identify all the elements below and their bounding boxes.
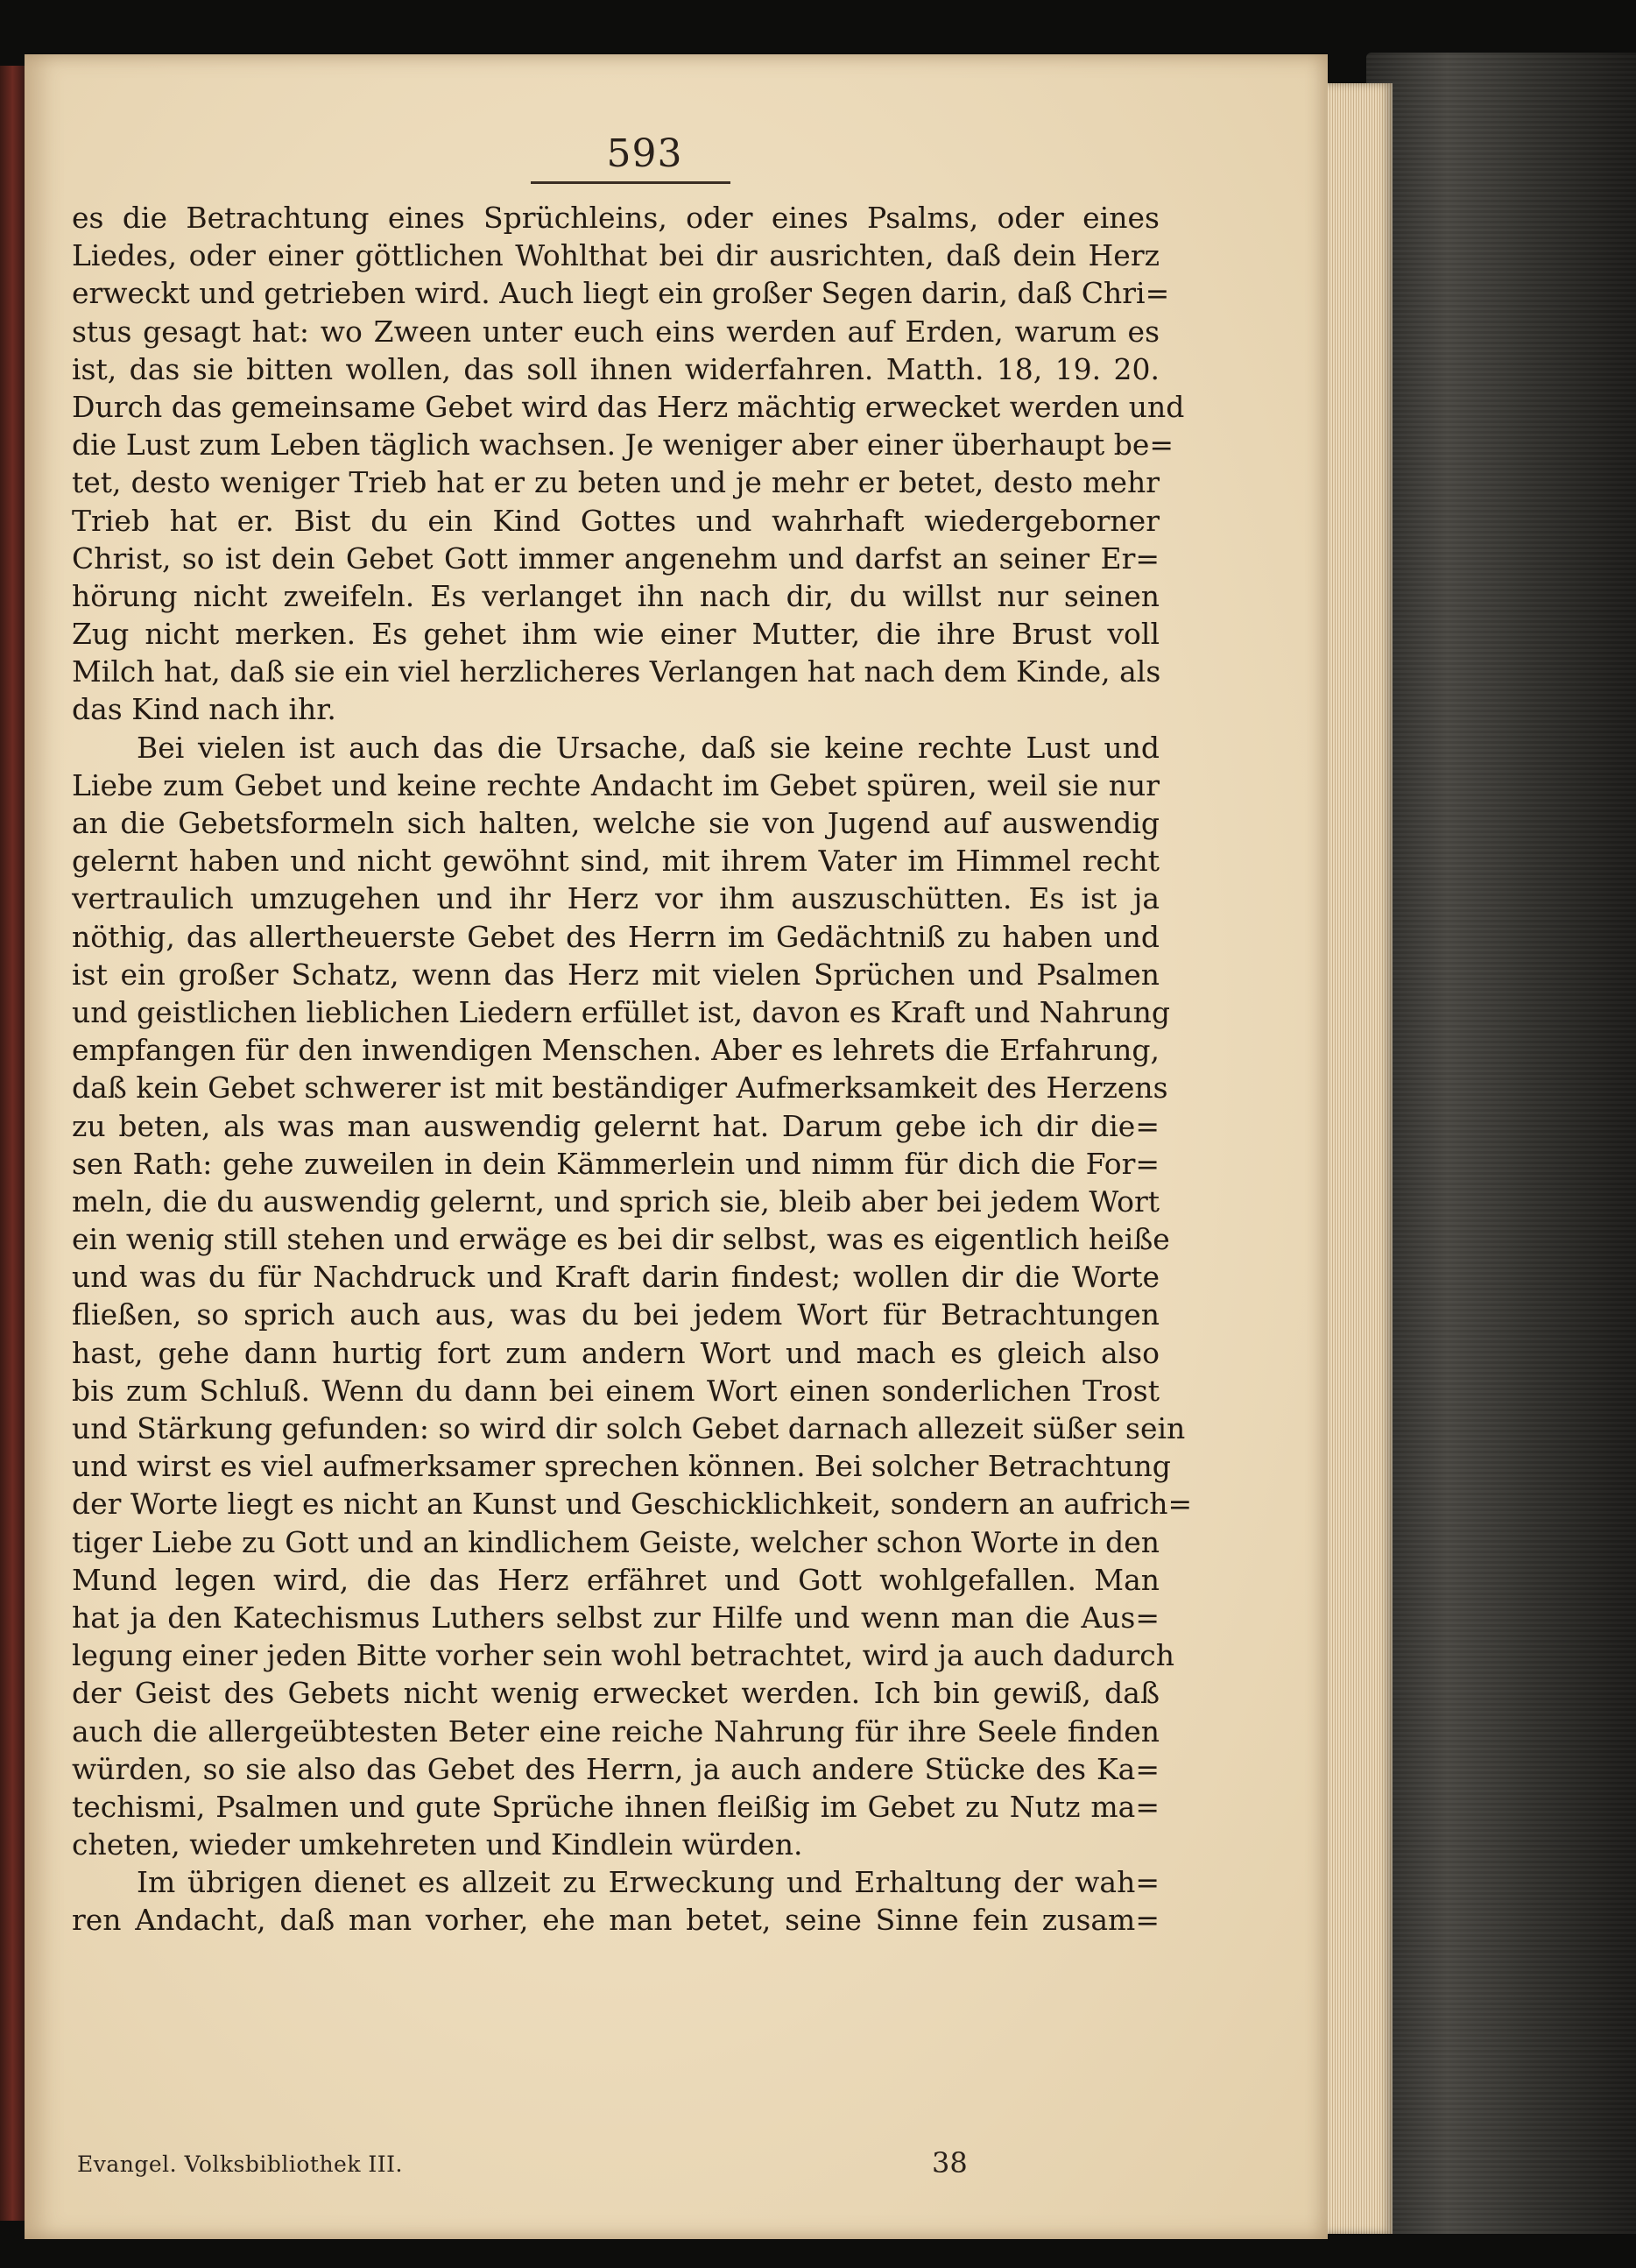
page-number: 593	[606, 131, 683, 176]
text-line: und was du für Nachdruck und Kraft darin findest; wollen dir die Worte	[72, 1260, 1160, 1295]
text-line: sen Rath: gehe zuweilen in dein Kämmerlein und nimm für dich die For=	[72, 1146, 1160, 1181]
text-line: gelernt haben und nicht gewöhnt sind, mit ihrem Vater im Himmel recht	[72, 844, 1160, 879]
text-line: Mund legen wird, die das Herz erfähret und Gott wohlgefallen. Man	[72, 1562, 1160, 1597]
text-line: ist ein großer Schatz, wenn das Herz mit vielen Sprüchen und Psalmen	[72, 957, 1160, 992]
header-rule	[531, 181, 730, 184]
text-line: Durch das gemeinsame Gebet wird das Herz mächtig erwecket werden und	[72, 389, 1185, 424]
text-line: der Geist des Gebets nicht wenig erwecket werden. Ich bin gewiß, daß	[72, 1676, 1160, 1711]
text-line: techismi, Psalmen und gute Sprüche ihnen fleißig im Gebet zu Nutz ma=	[72, 1789, 1160, 1824]
text-line: erweckt und getrieben wird. Auch liegt ein großer Segen darin, daß Chri=	[72, 276, 1170, 311]
text-line: ist, das sie bitten wollen, das soll ihnen widerfahren. Matth. 18, 19. 20.	[72, 351, 1160, 386]
body-text	[72, 199, 1193, 1939]
text-line: meln, die du auswendig gelernt, und sprich sie, bleib aber bei jedem Wort	[72, 1183, 1160, 1219]
book-page	[25, 54, 1328, 2239]
text-line: der Worte liegt es nicht an Kunst und Geschicklichkeit, sondern an aufrich=	[72, 1487, 1193, 1522]
text-line: Christ, so ist dein Gebet Gott immer angenehm und darfst an seiner Er=	[72, 541, 1160, 576]
text-line: daß kein Gebet schwerer ist mit beständiger Aufmerksamkeit des Herzens	[72, 1070, 1168, 1106]
text-line: tet, desto weniger Trieb hat er zu beten und je mehr er betet, desto mehr	[72, 465, 1160, 500]
text-line: legung einer jeden Bitte vorher sein wohl betrachtet, wird ja auch dadurch	[72, 1638, 1175, 1673]
text-line: und wirst es viel aufmerksamer sprechen können. Bei solcher Betrachtung	[72, 1449, 1171, 1484]
text-line: tiger Liebe zu Gott und an kindlichem Geiste, welcher schon Worte in den	[72, 1524, 1160, 1559]
page-footer	[77, 2146, 1111, 2181]
footer-note: Evangel. Volksbibliothek III.	[77, 2151, 404, 2177]
signature-mark: 38	[932, 2146, 968, 2180]
text-line: vertraulich umzugehen und ihr Herz vor ihm auszuschütten. Es ist ja	[72, 881, 1160, 916]
text-line: Trieb hat er. Bist du ein Kind Gottes und wahrhaft wiedergeborner	[72, 503, 1160, 538]
text-line: fließen, so sprich auch aus, was du bei jedem Wort für Betrachtungen	[72, 1297, 1160, 1332]
text-line: cheten, wieder umkehreten und Kindlein würden.	[72, 1827, 803, 1862]
text-line: und Stärkung gefunden: so wird dir solch Gebet darnach allezeit süßer sein	[72, 1411, 1186, 1445]
text-line: auch die allergeübtesten Beter eine reiche Nahrung für ihre Seele finden	[72, 1713, 1160, 1749]
text-line: hast, gehe dann hurtig fort zum andern Wort und mach es gleich also	[72, 1335, 1160, 1370]
text-line: Liedes, oder einer göttlichen Wohlthat bei dir ausrichten, daß dein Herz	[72, 238, 1160, 273]
text-line: Im übrigen dienet es allzeit zu Erweckung und Erhaltung der wah=	[137, 1865, 1160, 1900]
text-line: es die Betrachtung eines Sprüchleins, oder eines Psalms, oder eines	[72, 201, 1160, 235]
text-line: hat ja den Katechismus Luthers selbst zur Hilfe und wenn man die Aus=	[72, 1600, 1160, 1635]
text-line: die Lust zum Leben täglich wachsen. Je weniger aber einer überhaupt be=	[72, 427, 1174, 463]
text-line: zu beten, als was man auswendig gelernt hat. Darum gebe ich dir die=	[72, 1108, 1160, 1143]
text-line: Zug nicht merken. Es gehet ihm wie einer Mutter, die ihre Brust voll	[72, 617, 1160, 652]
text-line: hörung nicht zweifeln. Es verlanget ihn nach dir, du willst nur seinen	[72, 578, 1160, 613]
text-line: Liebe zum Gebet und keine rechte Andacht im Gebet spüren, weil sie nur	[72, 767, 1160, 802]
book-cover-edge	[1366, 53, 1636, 2234]
text-line: ein wenig still stehen und erwäge es bei dir selbst, was es eigentlich heiße	[72, 1222, 1170, 1257]
text-line: ren Andacht, daß man vorher, ehe man betet, seine Sinne fein zusam=	[72, 1903, 1160, 1938]
text-line: und geistlichen lieblichen Liedern erfüllet ist, davon es Kraft und Nahrung	[72, 994, 1170, 1029]
text-line: empfangen für den inwendigen Menschen. Aber es lehrets die Erfahrung,	[72, 1033, 1160, 1068]
text-line: würden, so sie also das Gebet des Herrn, ja auch andere Stücke des Ka=	[72, 1751, 1160, 1786]
text-line: stus gesagt hat: wo Zween unter euch eins werden auf Erden, warum es	[72, 314, 1160, 349]
text-line: an die Gebetsformeln sich halten, welche sie von Jugend auf auswendig	[72, 806, 1160, 840]
text-line: bis zum Schluß. Wenn du dann bei einem Wort einen sonderlichen Trost	[72, 1373, 1160, 1408]
text-line: Bei vielen ist auch das die Ursache, daß sie keine rechte Lust und	[137, 730, 1160, 765]
text-line: nöthig, das allertheuerste Gebet des Herrn im Gedächtniß zu haben und	[72, 919, 1160, 954]
text-line: das Kind nach ihr.	[72, 692, 336, 727]
text-line: Milch hat, daß sie ein viel herzlicheres Verlangen hat nach dem Kinde, als	[72, 654, 1161, 689]
